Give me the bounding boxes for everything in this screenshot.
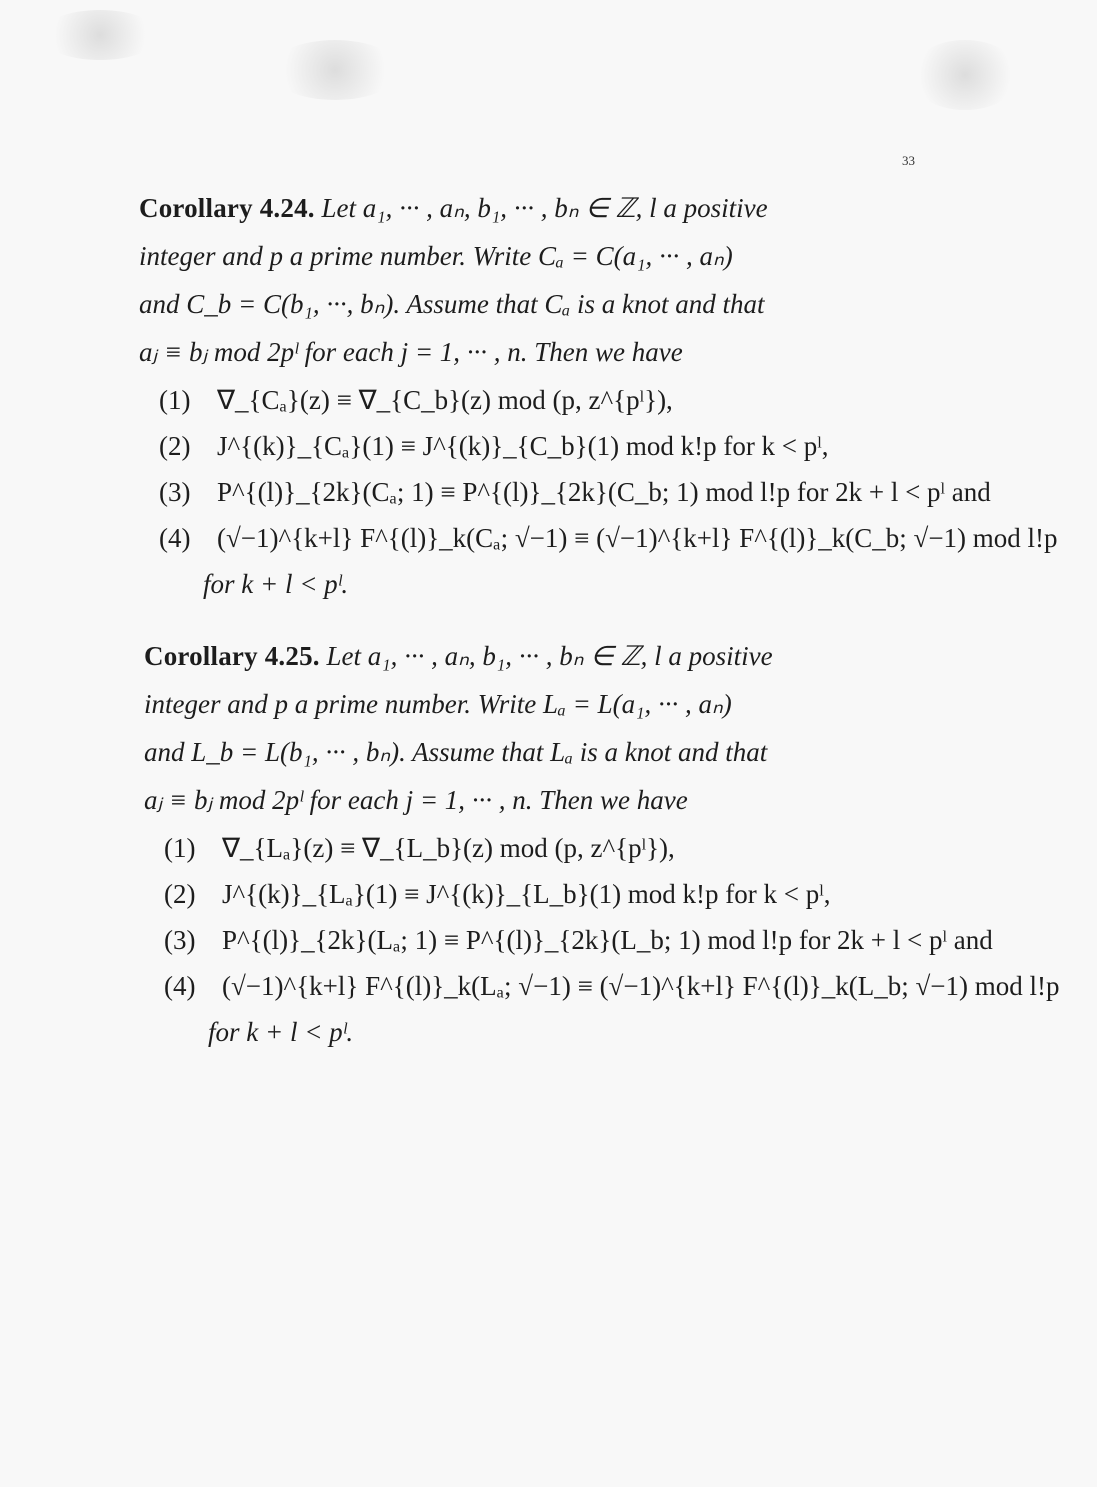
statement-text: Let a₁, ··· , aₙ, b₁, ··· , bₙ ∈ ℤ, l a positive — [326, 641, 773, 671]
statement-line — [144, 632, 984, 680]
item-formula: J^{(k)}_{Cₐ}(1) ≡ J^{(k)}_{C_b}(1) mod k!p for k < pˡ, — [217, 431, 829, 461]
corollary-title: Corollary 4.25. — [144, 641, 320, 671]
list-item — [144, 962, 1060, 1008]
item-number: (1) — [159, 385, 191, 415]
statement-line: aⱼ ≡ bⱼ mod 2pˡ for each j = 1, ··· , n. Then we have — [139, 337, 683, 367]
statement-line: integer and p a prime number. Write Cₐ = C(a₁, ··· , aₙ) — [139, 241, 733, 271]
item-number: (4) — [164, 971, 196, 1001]
item-formula: (√−1)^{k+l} F^{(l)}_k(Lₐ; √−1) ≡ (√−1)^{k+l} F^{(l)}_k(L_b; √−1) mod l!p — [222, 971, 1060, 1001]
item-continuation: for k + l < pˡ. — [208, 1017, 354, 1047]
list-item — [144, 870, 984, 916]
item-formula: ∇_{Cₐ}(z) ≡ ∇_{C_b}(z) mod (p, z^{pˡ}), — [217, 385, 673, 415]
scan-speckle — [270, 40, 400, 100]
item-formula: P^{(l)}_{2k}(Lₐ; 1) ≡ P^{(l)}_{2k}(L_b; 1) mod l!p for 2k + l < pˡ and — [222, 925, 993, 955]
item-number: (1) — [164, 833, 196, 863]
statement-text: Let a₁, ··· , aₙ, b₁, ··· , bₙ ∈ ℤ, l a positive — [321, 193, 768, 223]
item-formula: ∇_{Lₐ}(z) ≡ ∇_{L_b}(z) mod (p, z^{pˡ}), — [222, 833, 675, 863]
statement-line: and C_b = C(b₁, ···, bₙ). Assume that Cₐ is a knot and that — [139, 289, 765, 319]
item-continuation: for k + l < pˡ. — [203, 569, 349, 599]
item-formula: P^{(l)}_{2k}(Cₐ; 1) ≡ P^{(l)}_{2k}(C_b; 1) mod l!p for 2k + l < pˡ and — [217, 477, 991, 507]
item-formula: J^{(k)}_{Lₐ}(1) ≡ J^{(k)}_{L_b}(1) mod k!p for k < pˡ, — [222, 879, 831, 909]
scan-speckle — [910, 40, 1020, 110]
corollary-4-25 — [144, 632, 1060, 1056]
corollary-title: Corollary 4.24. — [139, 193, 315, 223]
statement-line: integer and p a prime number. Write Lₐ = L(a₁, ··· , aₙ) — [144, 689, 732, 719]
list-item — [139, 376, 979, 422]
list-item — [139, 468, 991, 514]
page-number: 33 — [902, 153, 915, 168]
item-number: (4) — [159, 523, 191, 553]
item-number: (3) — [164, 925, 196, 955]
item-number: (3) — [159, 477, 191, 507]
corollary-4-24 — [139, 184, 1058, 608]
list-item — [139, 422, 979, 468]
statement-line: and L_b = L(b₁, ··· , bₙ). Assume that Lₐ is a knot and that — [144, 737, 768, 767]
statement-line: aⱼ ≡ bⱼ mod 2pˡ for each j = 1, ··· , n. Then we have — [144, 785, 688, 815]
item-number: (2) — [164, 879, 196, 909]
list-item — [144, 824, 984, 870]
list-item — [144, 916, 993, 962]
scan-speckle — [40, 10, 160, 60]
list-item — [139, 514, 1058, 560]
item-formula: (√−1)^{k+l} F^{(l)}_k(Cₐ; √−1) ≡ (√−1)^{k+l} F^{(l)}_k(C_b; √−1) mod l!p — [217, 523, 1058, 553]
statement-line — [139, 184, 979, 232]
item-number: (2) — [159, 431, 191, 461]
